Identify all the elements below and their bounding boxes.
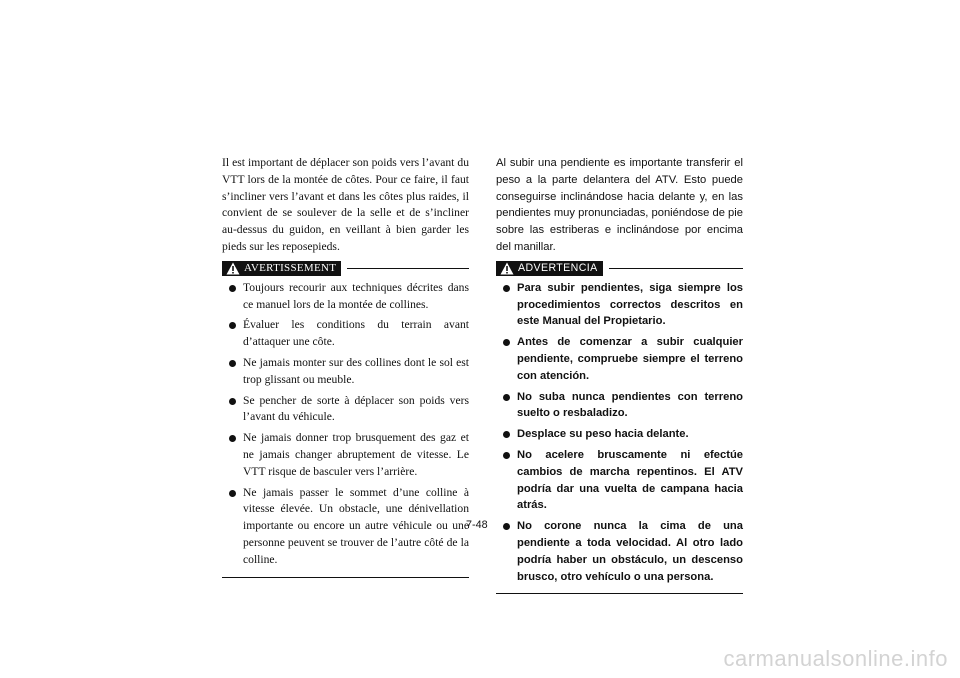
- list-item: No acelere bruscamente ni efectúe cambios de marcha repentinos. El ATV podría dar una vuelta de campana hacia atrás.: [496, 447, 743, 514]
- bullet-icon: [222, 317, 243, 351]
- list-item: Antes de comenzar a subir cualquier pendiente, compruebe siempre el terreno con atención.: [496, 334, 743, 384]
- list-item: Se pencher de sorte à déplacer son poids vers l’avant du véhicule.: [222, 393, 469, 427]
- warning-icon: [500, 262, 514, 275]
- bullet-icon: [222, 355, 243, 389]
- list-item: Toujours recourir aux techniques décrites dans ce manuel lors de la montée de collines.: [222, 280, 469, 314]
- french-warning-badge: [222, 261, 341, 276]
- french-warning-header: [222, 261, 469, 276]
- french-warning-list: [222, 280, 469, 569]
- bullet-icon: [496, 389, 517, 423]
- warning-icon: [226, 262, 240, 275]
- list-item: Ne jamais passer le sommet d’une colline à vitesse élevée. Un obstacle, une dénivellation importante ou encore un autre véhicule ou une personne peuvent se trouver de l’autre côté de la colline.: [222, 485, 469, 569]
- list-item: Ne jamais donner trop brusquement des gaz et ne jamais changer abruptement de vitesse. Le VTT risque de basculer vers l’arrière.: [222, 430, 469, 480]
- list-item: No corone nunca la cima de una pendiente a toda velocidad. Al otro lado podría haber un obstáculo, un descenso brusco, otro vehículo o una persona.: [496, 518, 743, 585]
- bullet-icon: [222, 485, 243, 569]
- list-item: Desplace su peso hacia delante.: [496, 426, 743, 443]
- bullet-icon: [496, 518, 517, 585]
- french-warning-label: AVERTISSEMENT: [244, 261, 337, 274]
- french-warning-rule: [347, 268, 469, 269]
- french-end-rule: [222, 577, 469, 578]
- list-item: Para subir pendientes, siga siempre los procedimientos correctos descritos en este Manual del Propietario.: [496, 280, 743, 330]
- list-item: Évaluer les conditions du terrain avant d’attaquer une côte.: [222, 317, 469, 351]
- spanish-end-rule: [496, 593, 743, 594]
- spanish-warning-label: ADVERTENCIA: [518, 261, 598, 274]
- french-intro: Il est important de déplacer son poids vers l’avant du VTT lors de la montée de côtes. Pour ce faire, il faut s’incliner vers l’avant et dans les côtes plus raides, il convient de se soulever de la selle et de s’incliner au-dessus du guidon, en veillant à bien garder les pieds sur les reposepieds.: [222, 156, 469, 253]
- page-number: 7-48: [466, 519, 488, 531]
- list-item: Ne jamais monter sur des collines dont le sol est trop glissant ou meuble.: [222, 355, 469, 389]
- spanish-warning-rule: [609, 268, 743, 269]
- bullet-icon: [496, 280, 517, 330]
- spanish-warning-list: [496, 280, 743, 586]
- bullet-icon: [496, 447, 517, 514]
- spanish-warning-badge: [496, 261, 603, 276]
- spanish-column: [496, 155, 743, 594]
- watermark: carmanualsonline.info: [723, 646, 948, 671]
- bullet-icon: [222, 280, 243, 314]
- bullet-icon: [222, 430, 243, 480]
- bullet-icon: [496, 426, 517, 443]
- bullet-icon: [496, 334, 517, 384]
- list-item: No suba nunca pendientes con terreno suelto o resbaladizo.: [496, 389, 743, 423]
- bullet-icon: [222, 393, 243, 427]
- spanish-warning-header: [496, 261, 743, 276]
- french-column: [222, 155, 469, 578]
- spanish-intro: Al subir una pendiente es importante transferir el peso a la parte delantera del ATV. Esto puede conseguirse inclinándose hacia delante y, en las pendientes muy pronunciadas, poniéndose de pie sobre las estriberas e inclinándose por encima del manillar.: [496, 157, 743, 253]
